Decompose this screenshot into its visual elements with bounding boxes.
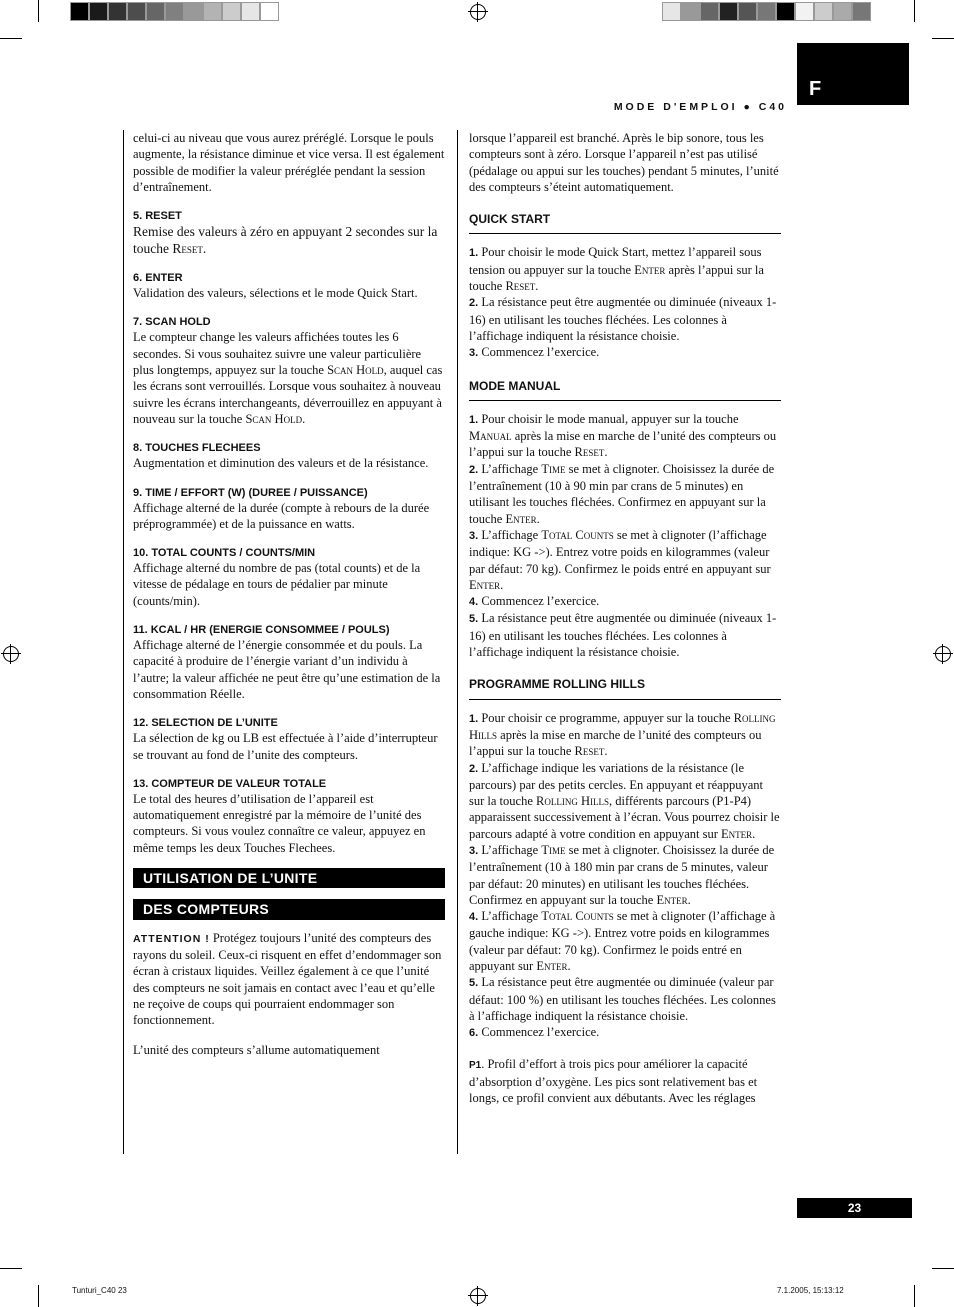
- color-swatch: [852, 2, 871, 21]
- running-title: MODE D'EMPLOI ● C40: [613, 101, 787, 113]
- paragraph: Validation des valeurs, sélections et le mode Quick Start.: [133, 286, 418, 301]
- section-heading: PROGRAMME ROLLING HILLS: [469, 676, 781, 699]
- color-bar-right: [662, 2, 871, 21]
- crop-mark: [932, 1268, 954, 1269]
- crop-mark: [38, 1285, 39, 1307]
- list-item: 2. La résistance peut être augmentée ou diminuée (niveaux 1-16) en utilisant les touches fléchées. Les colonnes à l’affichage indiquent la résistance choisie.: [469, 295, 777, 343]
- crop-mark: [914, 0, 915, 22]
- paragraph: La sélection de kg ou LB est effectuée à l’aide d’interrupteur se trouvant au fond de l’unite des compteurs.: [133, 731, 438, 762]
- color-swatch: [776, 2, 795, 21]
- registration-mark-icon: [935, 646, 951, 662]
- list-item: 3. L’affichage Time se met à clignoter. Choisissez la durée de l’entraînement (10 à 180 min par crans de 5 minutes, valeur par défaut: 20 minutes) en utilisant les touches fléchées. Confirmez en appuyant sur la touche Enter.: [469, 842, 775, 907]
- list-item: 1. Pour choisir le mode manual, appuyer sur la touche Manual après la mise en marche de l’unité des compteurs ou l’appui sur la touche Reset.: [469, 411, 777, 460]
- section-heading: 9. TIME / EFFORT (W) (DUREE / PUISSANCE): [133, 486, 368, 499]
- page-number: 23: [797, 1198, 912, 1218]
- color-swatch: [738, 2, 757, 21]
- section-banner: DES COMPTEURS: [133, 899, 445, 919]
- column-rule-middle: [457, 130, 458, 1154]
- list-item: 4. Commencez l’exercice.: [469, 594, 600, 609]
- section-heading: 10. TOTAL COUNTS / COUNTS/MIN: [133, 547, 316, 560]
- color-swatch: [833, 2, 852, 21]
- color-swatch: [662, 2, 681, 21]
- color-swatch: [795, 2, 814, 21]
- section-heading: 13. COMPTEUR DE VALEUR TOTALE: [133, 777, 327, 790]
- paragraph: P1. Profil d’effort à trois pics pour améliorer la capacité d’absorption d’oxygène. Les pics sont relativement bas et longs, ce profil convient aux débutants. Avec les réglages: [469, 1056, 758, 1106]
- list-item: 6. Commencez l’exercice.: [469, 1025, 600, 1040]
- paragraph: Affichage alterné de la durée (compte à rebours de la durée préprogrammée) et de la puissance en watts.: [133, 500, 430, 531]
- section-heading: 12. SELECTION DE L’UNITE: [133, 717, 278, 730]
- section-heading: 6. ENTER: [133, 272, 183, 285]
- list-item: 5. La résistance peut être augmentée ou diminuée (valeur par défaut: 100 %) en utilisant les touches fléchées. Les colonnes à l’affichage indiquent la résistance choisie.: [469, 975, 776, 1023]
- color-swatch: [203, 2, 222, 21]
- section-heading: 8. TOUCHES FLECHEES: [133, 442, 261, 455]
- paragraph: Remise des valeurs à zéro en appuyant 2 secondes sur la touche Reset.: [133, 224, 438, 257]
- crop-mark: [38, 0, 39, 22]
- color-swatch: [814, 2, 833, 21]
- section-heading: 5. RESET: [133, 210, 182, 223]
- color-swatch: [681, 2, 700, 21]
- paragraph: Affichage alterné du nombre de pas (total counts) et de la vitesse de pédalage en tours de pédalier par minute (counts/min).: [133, 561, 421, 608]
- paragraph: Augmentation et diminution des valeurs et de la résistance.: [133, 456, 429, 471]
- color-swatch: [241, 2, 260, 21]
- list-item: 3. Commencez l’exercice.: [469, 345, 600, 360]
- list-item: 2. L’affichage indique les variations de la résistance (le parcours) par des petits cercles. En appuyant et réappuyant sur la touche Rolling Hills, différents parcours (P1-P4) apparaissent successivement à l’écran. Vous pourrez choisir le parcours adapté à votre condition en appuyant sur Enter.: [469, 760, 780, 841]
- crop-mark: [914, 1285, 915, 1307]
- list-item: 5. La résistance peut être augmentée ou diminuée (niveaux 1-16) en utilisant les touches fléchées. Les colonnes à l’affichage indiquent la résistance choisie.: [469, 611, 777, 660]
- language-tab: F: [797, 43, 909, 105]
- column-rule-left: [123, 130, 124, 1154]
- color-swatch: [165, 2, 184, 21]
- paragraph: celui-ci au niveau que vous aurez préréglé. Lorsque le pouls augmente, la résistance diminue et vice versa. Il est également possible de modifier la valeur préréglée pendant la session d’entraînement.: [133, 131, 445, 194]
- color-swatch: [184, 2, 203, 21]
- color-swatch: [260, 2, 279, 21]
- crop-mark: [0, 38, 22, 39]
- section-banner: UTILISATION DE L’UNITE: [133, 868, 445, 888]
- list-item: 1. Pour choisir le mode Quick Start, mettez l’appareil sous tension ou appuyer sur la touche Enter après l’appui sur la touche Reset.: [469, 245, 764, 294]
- list-item: 3. L’affichage Total Counts se met à clignoter (l’affichage indique: KG ->). Entrez votre poids en kilogrammes (valeur par défaut: 70 kg). Confirmez le poids entré en appuyant sur Enter.: [469, 527, 771, 592]
- section-heading: MODE MANUAL: [469, 378, 781, 401]
- crop-mark: [0, 1268, 22, 1269]
- section-heading: 11. KCAL / HR (ENERGIE CONSOMMEE / POULS): [133, 624, 390, 637]
- paragraph: Affichage alterné de l’énergie consommée et du pouls. La capacité à produire de l’énergie variant d’un individu à l’autre; la valeur affichée ne peut être qu’une estimation de la consommation Réelle.: [133, 638, 441, 701]
- paragraph: lorsque l’appareil est branché. Après le bip sonore, tous les compteurs sont à zéro. Lorsque l’appareil n’est pas utilisé (pédalage ou appui sur les touches) pendant 5 minutes, l’unité des compteurs s’éteint automatiquement.: [469, 131, 779, 194]
- right-column: [469, 130, 781, 1106]
- paragraph: Le compteur change les valeurs affichées toutes les 6 secondes. Si vous souhaitez suivre une valeur particulière plus longtemps, appuyez sur la touche Scan Hold, auquel cas les écrans sont verrouillés. Lorsque vous souhaitez à nouveau suivre les écrans interchangeants, déverrouillez en appuyant à nouveau sur la touche Scan Hold.: [133, 330, 443, 426]
- footer-file-label: Tunturi_C40 23: [72, 1286, 127, 1295]
- registration-mark-icon: [470, 4, 486, 20]
- color-swatch: [757, 2, 776, 21]
- registration-mark-icon: [3, 646, 19, 662]
- list-item: 2. L’affichage Time se met à clignoter. Choisissez la durée de l’entraînement (10 à 90 min par crans de 5 minutes) en utilisant les touches fléchées. Confirmez en appuyant sur la touche Enter.: [469, 461, 775, 526]
- color-swatch: [127, 2, 146, 21]
- paragraph: ATTENTION ! Protégez toujours l’unité des compteurs des rayons du soleil. Ceux-ci risquent en effet d’endommager son écran à cristaux liquides. Veillez également à ce que l’unité des compteurs ne soit jamais en contact avec l’eau et qu’elle ne reçoive de coups qui pourraient endommager son fonctionnement.: [133, 930, 442, 1028]
- color-swatch: [146, 2, 165, 21]
- color-swatch: [222, 2, 241, 21]
- color-swatch: [89, 2, 108, 21]
- footer-timestamp: 7.1.2005, 15:13:12: [777, 1286, 844, 1295]
- section-heading: QUICK START: [469, 211, 781, 234]
- registration-mark-icon: [470, 1288, 486, 1304]
- paragraph: L’unité des compteurs s’allume automatiquement: [133, 1043, 380, 1058]
- list-item: 1. Pour choisir ce programme, appuyer sur la touche Rolling Hills après la mise en marche de l’unité des compteurs ou l’appui sur la touche Reset.: [469, 710, 776, 759]
- list-item: 4. L’affichage Total Counts se met à clignoter (l’affichage à gauche indique: KG ->). Entrez votre poids en kilogrammes (valeur par défaut: 70 kg). Confirmez le poids entré en appuyant sur Enter.: [469, 909, 776, 974]
- color-swatch: [719, 2, 738, 21]
- left-column: [133, 130, 445, 1059]
- crop-mark: [932, 38, 954, 39]
- color-swatch: [70, 2, 89, 21]
- color-swatch: [700, 2, 719, 21]
- paragraph: Le total des heures d’utilisation de l’appareil est automatiquement enregistré par la mémoire de l’unité des compteurs. Si vous voulez connaître ce valeur, appuyez en même temps les deux Touches Flechees.: [133, 791, 426, 855]
- color-swatch: [108, 2, 127, 21]
- section-heading: 7. SCAN HOLD: [133, 316, 211, 329]
- color-bar-left: [70, 2, 279, 21]
